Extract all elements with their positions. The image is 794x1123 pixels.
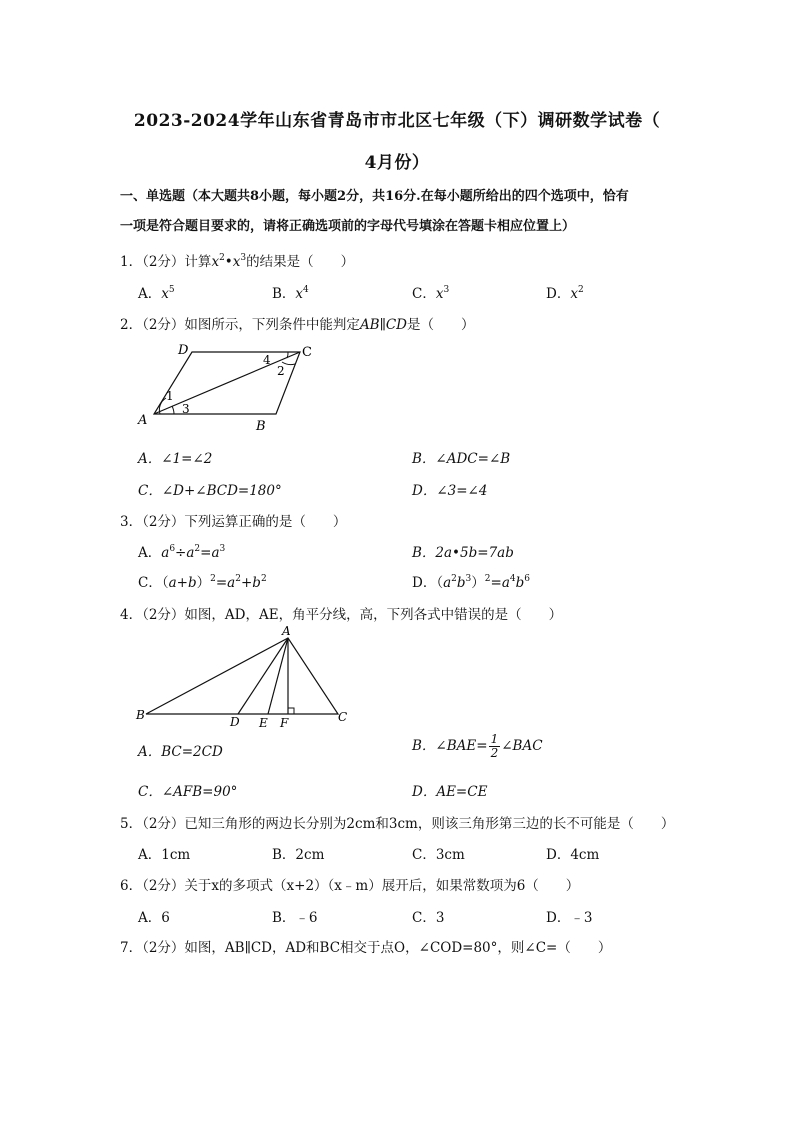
q4-label-b: B xyxy=(136,708,145,722)
question-2: 2．（2分）如图所示，下列条件中能判定AB∥CD是（ ） xyxy=(120,317,475,333)
question-3: 3．（2分）下列运算正确的是（ ） xyxy=(120,514,347,530)
q4-fraction: $\frac{1}{2}$ xyxy=(490,732,499,760)
q6-option-b[interactable]: B．﹣6 xyxy=(272,910,318,926)
exam-title-line1: 2023-2024学年山东省青岛市市北区七年级（下）调研数学试卷（ xyxy=(133,111,661,131)
question-5: 5．（2分）已知三角形的两边长分别为2cm和3cm，则该三角形第三边的长不可能是（ ） xyxy=(120,816,675,832)
q5-option-d[interactable]: D．4cm xyxy=(546,847,600,863)
q4-label-f: F xyxy=(280,716,289,730)
q6-option-c[interactable]: C．3 xyxy=(412,910,445,926)
question-1: 1．（2分）计算$x^2•x^3$的结果是（ ） xyxy=(120,253,355,270)
q4-label-e: E xyxy=(259,716,268,730)
q2-option-d[interactable]: D．∠3=∠4 xyxy=(412,483,488,499)
q2-angle-3: 3 xyxy=(182,402,190,416)
q2-parallelogram-figure xyxy=(130,338,330,434)
q2-label-b: B xyxy=(256,419,266,434)
q1-option-b[interactable]: B．$x^4$ xyxy=(272,285,309,302)
q4-label-c: C xyxy=(338,710,348,724)
q4-option-a[interactable]: A．BC=2CD xyxy=(138,744,223,760)
q2-label-a: A xyxy=(138,413,148,428)
q5-option-b[interactable]: B．2cm xyxy=(272,847,325,863)
q2-angle-4: 4 xyxy=(263,353,271,367)
question-1-suffix: 的结果是（ ） xyxy=(246,254,355,270)
q4-option-b[interactable]: B．∠BAE= $\frac{1}{2}$ ∠BAC xyxy=(412,732,543,760)
q2-angle-1: 1 xyxy=(166,389,174,403)
q6-option-a[interactable]: A．6 xyxy=(138,910,170,926)
q1-option-c[interactable]: C．$x^3$ xyxy=(412,285,450,302)
q2-angle-2: 2 xyxy=(277,364,285,378)
q1-option-a[interactable]: A．$x^5$ xyxy=(138,285,175,302)
q2-label-c: C xyxy=(302,345,312,360)
q3-option-c[interactable]: C．$(a+b)^2=a^2+b^2$ xyxy=(138,574,267,591)
q6-option-d[interactable]: D．﹣3 xyxy=(546,910,593,926)
q1-option-d[interactable]: D．$x^2$ xyxy=(546,285,584,302)
q2-option-a[interactable]: A．∠1=∠2 xyxy=(138,451,213,467)
q4-triangle-figure xyxy=(132,624,358,734)
q4-label-a: A xyxy=(282,624,291,638)
q4-option-c[interactable]: C．∠AFB=90° xyxy=(138,784,238,800)
q5-option-c[interactable]: C．3cm xyxy=(412,847,465,863)
q3-option-a[interactable]: A．$a^6\div a^2=a^3$ xyxy=(138,544,226,561)
exam-title-line2: 4月份） xyxy=(364,153,430,173)
section-header-line2: 一项是符合题目要求的，请将正确选项前的字母代号填涂在答题卡相应位置上） xyxy=(120,219,576,234)
q4-label-d: D xyxy=(230,715,240,729)
q2-option-c[interactable]: C．∠D+∠BCD=180° xyxy=(138,483,282,499)
section-header-line1: 一、单选题（本大题共8小题，每小题2分，共16分.在每小题所给出的四个选项中，恰有 xyxy=(120,189,629,204)
q3-option-b[interactable]: B．2a•5b=7ab xyxy=(412,545,514,561)
q2-option-b[interactable]: B．∠ADC=∠B xyxy=(412,451,511,467)
question-7: 7．（2分）如图，AB∥CD，AD和BC相交于点O，∠COD=80°，则∠C=（ ） xyxy=(120,940,612,956)
question-6: 6．（2分）关于x的多项式（x+2）（x﹣m）展开后，如果常数项为6（ ） xyxy=(120,878,580,894)
q5-option-a[interactable]: A．1cm xyxy=(138,847,191,863)
question-1-prefix: 1．（2分）计算 xyxy=(120,254,212,270)
question-4: 4．（2分）如图，AD，AE，角平分线，高，下列各式中错误的是（ ） xyxy=(120,607,563,623)
q4-option-d[interactable]: D．AE=CE xyxy=(412,784,488,800)
q2-label-d: D xyxy=(178,343,189,358)
q3-option-d[interactable]: D．$(a^2b^3)^2=a^4b^6$ xyxy=(412,574,530,591)
